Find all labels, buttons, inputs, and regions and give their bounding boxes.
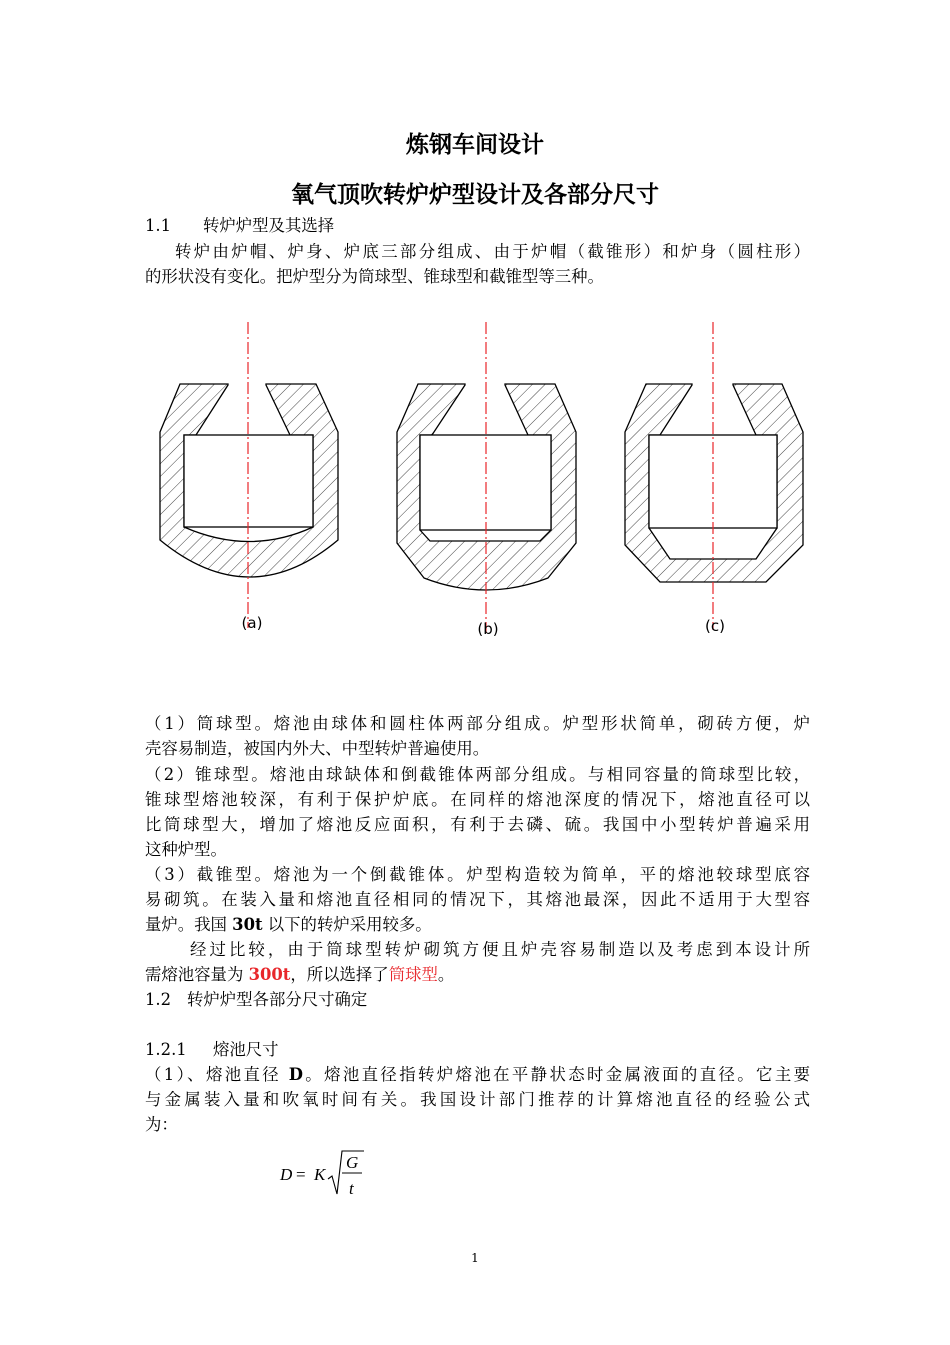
formula-denominator: t xyxy=(349,1179,354,1198)
formula-equals: = xyxy=(296,1165,306,1184)
section-heading-1-2-1 xyxy=(145,1038,279,1062)
figure-label-a: (a) xyxy=(241,614,263,632)
item-3-line-1: （3）截锥型。熔池为一个倒截锥体。炉型构造较为简单，平的熔池较球型底容 xyxy=(145,865,810,884)
section-heading-1-2 xyxy=(145,988,367,1012)
item-3-line-2: 易砌筑。在装入量和熔池直径相同的情况下，其熔池最深，因此不适用于大型容 xyxy=(145,890,810,909)
diameter-line-1: （1）、熔池直径 D。熔池直径指转炉熔池在平静状态时金属液面的直径。它主要 xyxy=(145,1065,810,1084)
intro-line-2: 的形状没有变化。把炉型分为筒球型、锥球型和截锥型等三种。 xyxy=(145,267,604,286)
diameter-formula xyxy=(278,1146,378,1202)
capacity-30t: 30t xyxy=(232,915,263,934)
section-number: 1.2 xyxy=(145,990,172,1009)
converter-a-shape xyxy=(160,322,338,628)
item-2-line-4: 这种炉型。 xyxy=(145,840,227,859)
item-2-line-3: 比筒球型大，增加了熔池反应面积，有利于去磷、硫。我国中小型转炉普遍采用 xyxy=(145,815,810,834)
converter-c-shape xyxy=(625,322,803,630)
section-number: 1.2.1 xyxy=(145,1040,187,1059)
document-title: 炼钢车间设计 xyxy=(406,132,544,158)
item-2-line-1: （2）锥球型。熔池由球缺体和倒截锥体两部分组成。与相同容量的筒球型比较， xyxy=(145,765,810,784)
page-number: 1 xyxy=(471,1251,479,1265)
converter-b-shape xyxy=(397,322,576,633)
section-heading-1-1 xyxy=(145,214,334,238)
formula-lhs: D xyxy=(280,1165,293,1184)
section-title: 转炉炉型各部分尺寸确定 xyxy=(187,990,368,1009)
formula-k: K xyxy=(314,1165,326,1184)
item-1-line-1: （1）筒球型。熔池由球体和圆柱体两部分组成。炉型形状简单，砌砖方便，炉 xyxy=(145,714,810,733)
figure-label-b: (b) xyxy=(477,620,499,638)
item-2-line-2: 锥球型熔池较深，有利于保护炉底。在同样的熔池深度的情况下，熔池直径可以 xyxy=(145,790,810,809)
item-1-line-2: 壳容易制造，被国内外大、中型转炉普遍使用。 xyxy=(145,739,490,758)
section-title: 转炉炉型及其选择 xyxy=(203,216,335,235)
document-subtitle: 氧气顶吹转炉炉型设计及各部分尺寸 xyxy=(291,182,659,208)
capacity-300t: 300t xyxy=(248,965,291,984)
diameter-line-2: 与金属装入量和吹氧时间有关。我国设计部门推荐的计算熔池直径的经验公式 xyxy=(145,1090,810,1109)
selected-type: 筒球型 xyxy=(388,965,438,984)
figure-label-c: (c) xyxy=(705,617,725,635)
conclusion-line-2: 需熔池容量为 300t，所以选择了筒球型。 xyxy=(145,965,455,984)
item-3-line-3: 量炉。我国 30t 以下的转炉采用较多。 xyxy=(145,915,432,934)
section-number: 1.1 xyxy=(145,216,172,235)
formula-numerator: G xyxy=(346,1153,359,1172)
intro-line-1: 转炉由炉帽、炉身、炉底三部分组成、由于炉帽（截锥形）和炉身（圆柱形） xyxy=(175,242,810,261)
conclusion-line-1: 经过比较，由于筒球型转炉砌筑方便且炉壳容易制造以及考虑到本设计所 xyxy=(190,940,810,959)
converter-shapes-figure xyxy=(145,318,815,648)
section-title: 熔池尺寸 xyxy=(213,1040,279,1059)
diameter-line-3: 为： xyxy=(145,1115,178,1134)
